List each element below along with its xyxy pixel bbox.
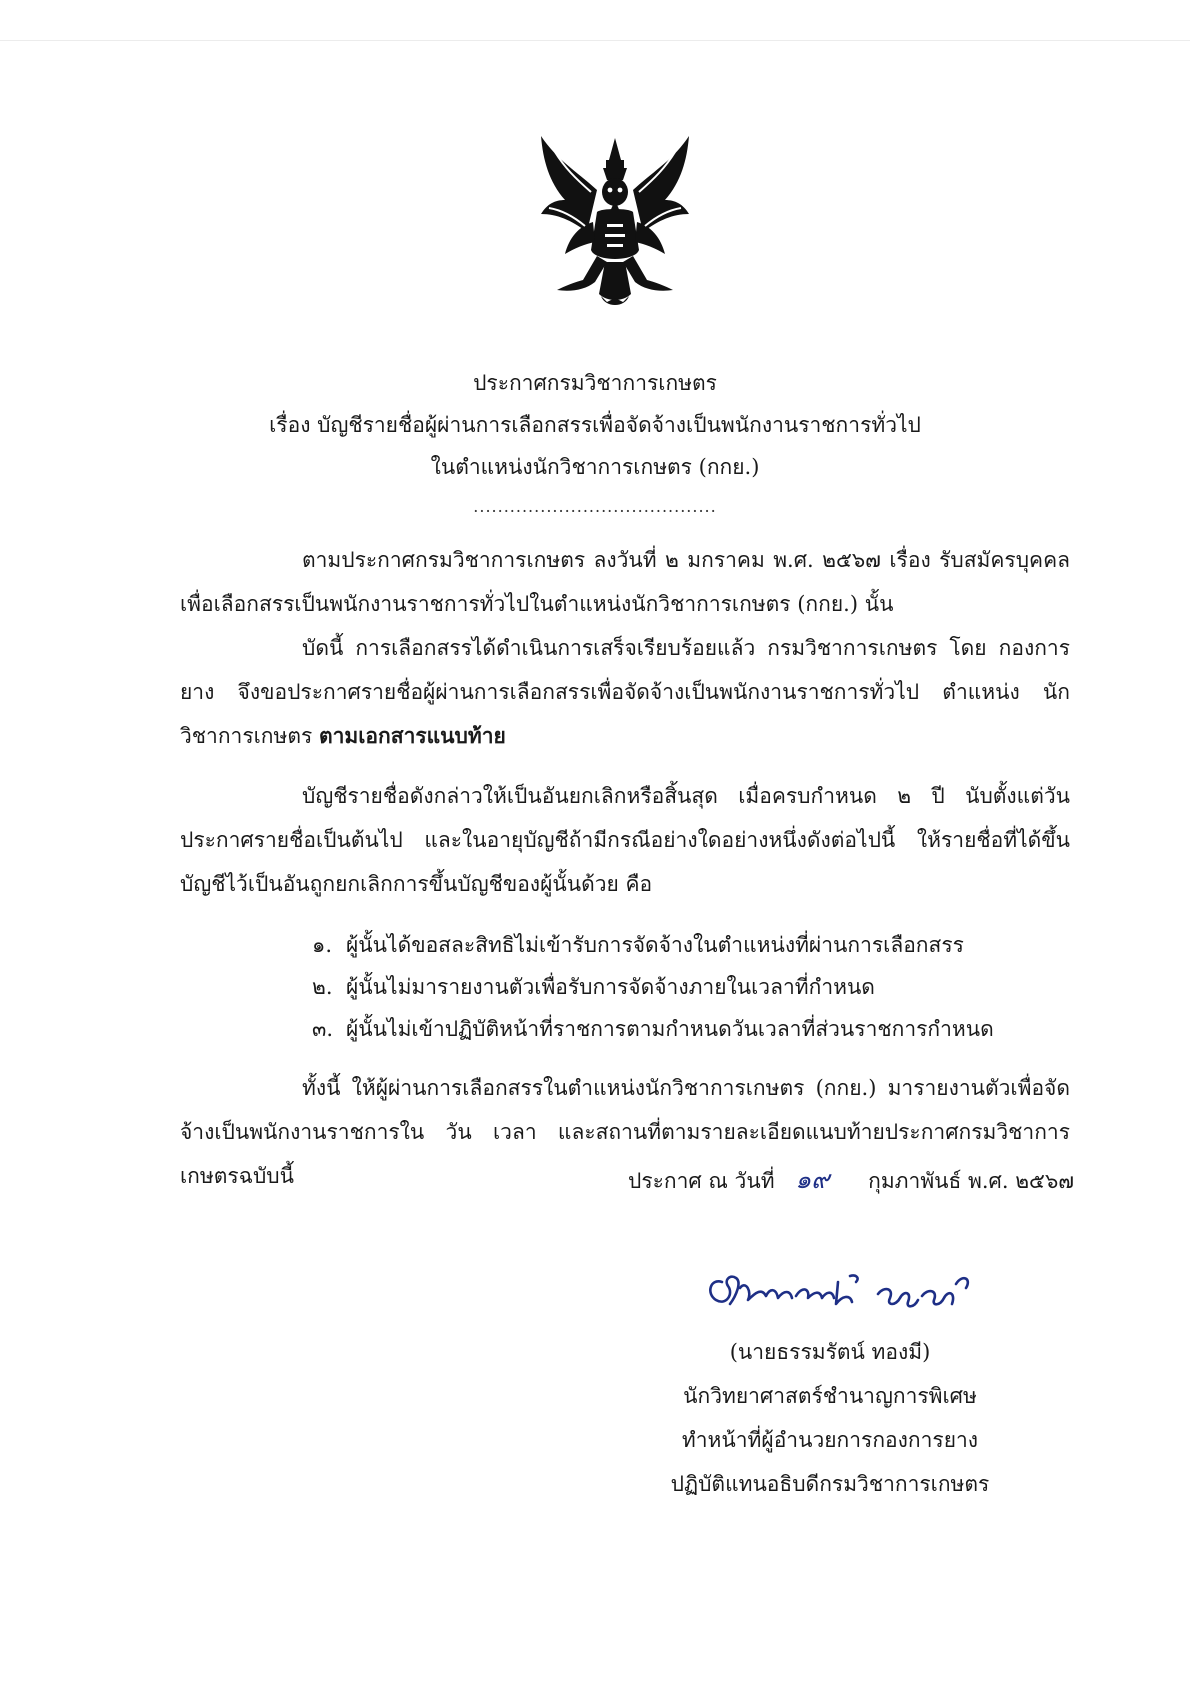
list-item-text: ผู้นั้นไม่เข้าปฏิบัติหน้าที่ราชการตามกำหนดวันเวลาที่ส่วนราชการกำหนด [346, 1017, 994, 1041]
announcement-header [0, 362, 1190, 526]
signer-title-3: ปฏิบัติแทนอธิบดีกรมวิชาการเกษตร [670, 1472, 990, 1496]
announcement-date [628, 1158, 1074, 1203]
list-item-text: ผู้นั้นไม่มารายงานตัวเพื่อรับการจัดจ้างภายในเวลาที่กำหนด [346, 975, 875, 999]
paragraph-result [180, 626, 1070, 758]
attachment-note: ตามเอกสารแนบท้าย [318, 723, 506, 748]
title-separator: ........................................ [473, 497, 717, 516]
list-item [312, 1008, 1070, 1050]
signer-block [620, 1330, 1040, 1506]
handwritten-day: ๑๙ [795, 1165, 830, 1194]
list-item [312, 924, 1070, 966]
date-prefix: ประกาศ ณ วันที่ [628, 1169, 775, 1193]
signer-title-1: นักวิทยาศาสตร์ชำนาญการพิเศษ [683, 1384, 977, 1408]
scan-edge-line [0, 40, 1190, 41]
list-item-number: ๑. [312, 933, 333, 957]
date-month-year: กุมภาพันธ์ พ.ศ. ๒๕๖๗ [868, 1169, 1075, 1193]
announcement-body [180, 538, 1070, 1198]
list-item-number: ๓. [312, 1017, 334, 1041]
paragraph-reference: ตามประกาศกรมวิชาการเกษตร ลงวันที่ ๒ มกราคม พ.ศ. ๒๕๖๗ เรื่อง รับสมัครบุคคลเพื่อเลือกสรรเป็นพนักงานราชการทั่วไปในตำแหน่งนักวิชาการเกษตร (กกย.) นั้น [180, 548, 1070, 616]
announcement-subject: เรื่อง บัญชีรายชื่อผู้ผ่านการเลือกสรรเพื่อจัดจ้างเป็นพนักงานราชการทั่วไป [269, 413, 921, 437]
paragraph-result-text: บัดนี้ การเลือกสรรได้ดำเนินการเสร็จเรียบร้อยแล้ว กรมวิชาการเกษตร โดย กองการยาง จึงขอประกาศรายชื่อผู้ผ่านการเลือกสรรเพื่อจัดจ้างเป็นพนักงานราชการทั่วไป ตำแหน่ง นักวิชาการเกษตร [180, 636, 1070, 748]
announcement-title: ประกาศกรมวิชาการเกษตร [473, 371, 717, 395]
signer-name: (นายธรรมรัตน์ ทองมี) [729, 1340, 931, 1364]
cancellation-conditions-list [180, 924, 1070, 1050]
announcement-position: ในตำแหน่งนักวิชาการเกษตร (กกย.) [430, 455, 760, 479]
handwritten-signature [700, 1248, 990, 1332]
signer-title-2: ทำหน้าที่ผู้อำนวยการกองการยาง [681, 1428, 979, 1452]
list-item-text: ผู้นั้นได้ขอสละสิทธิไม่เข้ารับการจัดจ้างในตำแหน่งที่ผ่านการเลือกสรร [346, 933, 964, 957]
paragraph-validity: บัญชีรายชื่อดังกล่าวให้เป็นอันยกเลิกหรือสิ้นสุด เมื่อครบกำหนด ๒ ปี นับตั้งแต่วันประกาศรายชื่อเป็นต้นไป และในอายุบัญชีถ้ามีกรณีอย่างใดอย่างหนึ่งดังต่อไปนี้ ให้รายชื่อที่ได้ขึ้นบัญชีไว้เป็นอันถูกยกเลิกการขึ้นบัญชีของผู้นั้นด้วย คือ [180, 784, 1070, 896]
list-item [312, 966, 1070, 1008]
list-item-number: ๒. [312, 975, 333, 999]
garuda-emblem-icon [535, 130, 695, 310]
paragraph-reporting: ทั้งนี้ ให้ผู้ผ่านการเลือกสรรในตำแหน่งนักวิชาการเกษตร (กกย.) มารายงานตัวเพื่อจัดจ้างเป็นพนักงานราชการใน วัน เวลา และสถานที่ตามรายละเอียดแนบท้ายประกาศกรมวิชาการเกษตรฉบับนี้ [180, 1076, 1070, 1188]
